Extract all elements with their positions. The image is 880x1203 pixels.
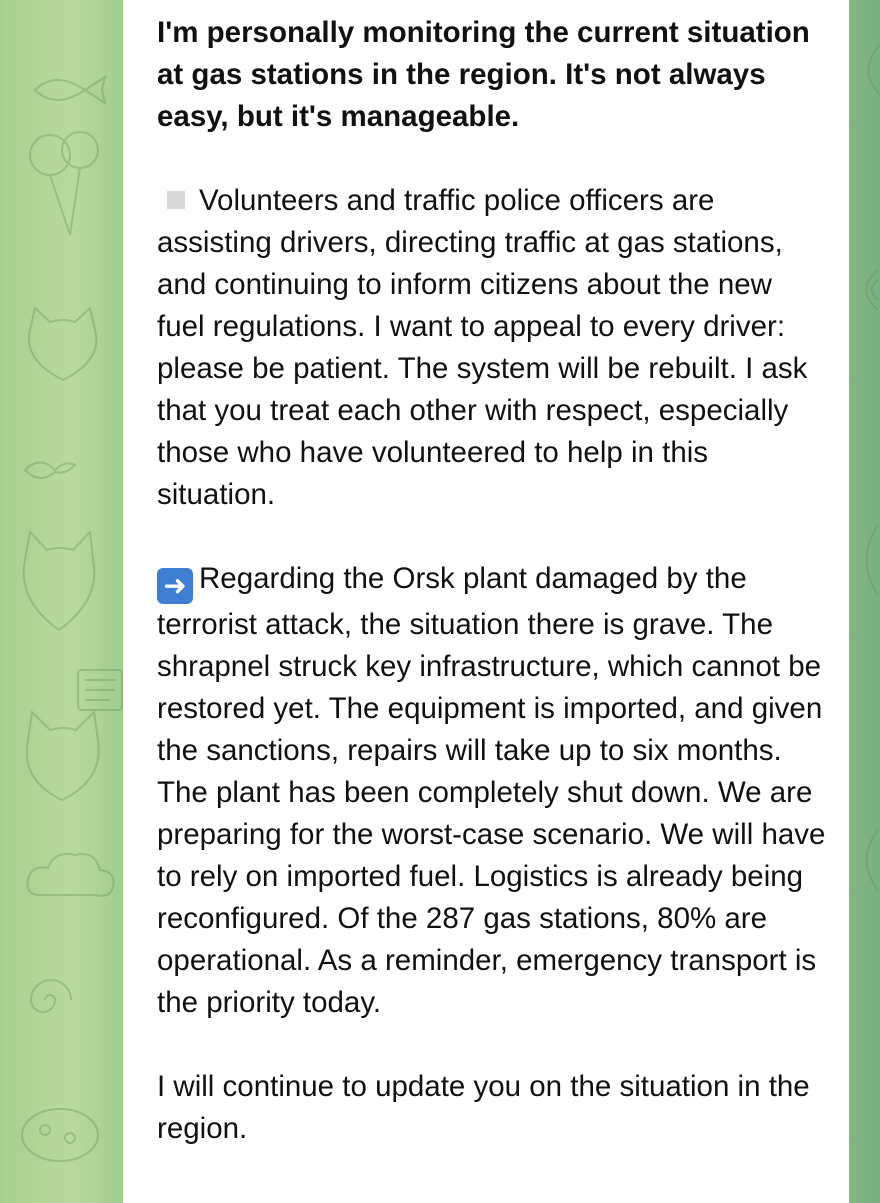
balloons-icon (25, 125, 115, 245)
volunteers-text: Volunteers and traffic police officers are assisting drivers, directing traffic at gas stations, and continuing to inform citizens about the new fuel regulations. I want to appeal to every driver: please be patient. The system will be rebuilt. I ask that you treat each other with respect, especially those who have volunteered to help in this situation. (157, 184, 808, 511)
message-paragraph-closing: I will continue to update you on the situation in the region. (157, 1070, 810, 1145)
message-text (157, 12, 827, 1150)
cloud-icon (20, 840, 120, 910)
fish-icon (30, 65, 110, 115)
cat-icon (10, 700, 110, 810)
bird-icon (852, 40, 880, 100)
swirl-icon (10, 960, 90, 1040)
swirl-icon (850, 260, 880, 320)
message-paragraph-intro: I'm personally monitoring the current situation at gas stations in the region. It's not always easy, but it's manageable. (157, 16, 810, 133)
square-bullet-icon (167, 191, 185, 209)
cloud-icon (850, 820, 880, 900)
message-bubble (123, 0, 849, 1203)
cat-icon (850, 520, 880, 600)
cat-icon (15, 300, 110, 390)
orsk-plant-text: Regarding the Orsk plant damaged by the terrorist attack, the situation there is grave. The shrapnel struck key infrastructure, which cannot be restored yet. The equipment is imported, and given the sanctions, repairs will take up to six months. The plant has been completely shut down. We are preparing for the worst-case scenario. We will have to rely on imported fuel. Logistics is already being reconfigured. Of the 287 gas stations, 80% are operational. As a reminder, emergency transport is the priority today. (157, 562, 826, 1019)
bird-icon (20, 450, 80, 490)
message-paragraph-volunteers (157, 180, 827, 516)
message-paragraph-orsk-plant (157, 558, 827, 1024)
right-arrow-emoji-icon: ➜ (157, 568, 193, 604)
cat-icon (5, 520, 105, 640)
cloud-icon (15, 1090, 105, 1170)
